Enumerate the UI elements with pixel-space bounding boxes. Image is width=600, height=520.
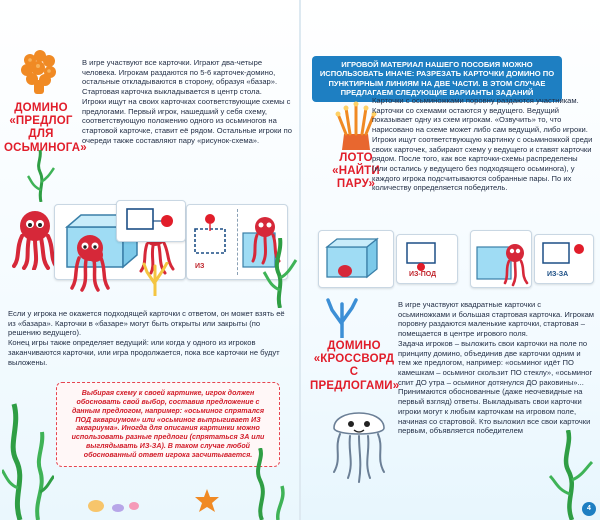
domino-title	[4, 102, 87, 155]
lotto-title-line-2: «НАЙТИ ПАРУ»	[332, 165, 380, 191]
crossword-paragraph-1: В игре участвуют квадратные карточки с осьминожками и большая стартовая карточка. Игрокам поровну раздаются маленькие карточки, стартовая – помещается в центре игрового поля.	[398, 300, 595, 339]
aquarium-icon	[319, 231, 393, 287]
title-line-2: «ПРЕДЛОГ ДЛЯ	[9, 115, 73, 141]
rules-paragraph-1: В игре участвуют все карточки. Играют два-четыре человека. Игрокам раздаются по 5-6 карточек-домино, остальные откладываются в сторону, образуя «базар». Стартовая карточка выкладывается в центр стола.	[82, 58, 278, 97]
crossword-title-line-3: С ПРЕДЛОГАМИ»	[310, 366, 400, 392]
page-number: 4	[582, 502, 596, 516]
title-line-3: ОСЬМИНОГА»	[4, 141, 87, 154]
lotto-card-octopus	[318, 230, 394, 288]
crossword-title	[310, 340, 398, 393]
schema-box-icon	[117, 201, 185, 241]
seaweed-icon	[2, 396, 54, 520]
lotto-label-2: ИЗ-ЗА	[547, 271, 569, 278]
seaweed-icon	[26, 150, 56, 202]
lotto-rules: Карточки с осьминожками поровну раздаются участникам. Карточки со схемами остаются у ведущего. Ведущий показывает одну из схем игрокам. «Озвучить» то, что нарисовано на схеме может либо сам ведущий, либо игроки. Игроки ищут соответствующую картинку с осьминожкой среди своих карточек, забирают схему у ведущего и ставят карточки рядом. После того, как все карточки-схемы распределены (или остались у ведущего без подходящего осьминога), у каждого игрока подсчитываются собранные пары. По их количеству определяется победитель.	[372, 96, 593, 193]
domino-note: Выбирая схему к своей картинке, игрок должен обосновать свой выбор, составив предложение с данным предлогом, например: «осьминог спрятался ПОД аквариумом» или «осьминог выпрыгивает ИЗ аквариума». Иногда для описания картинки можно использовать разные предлоги (спрятаться ЗА или выглядывать ИЗ-ЗА). В таком случае любой обоснованный ответ игрока засчитывается.	[56, 382, 280, 467]
domino-continuation	[8, 309, 292, 367]
lotto-card-schema-2	[534, 234, 594, 284]
lotto-cards	[316, 226, 596, 288]
coral-icon	[18, 48, 60, 96]
alternative-uses-banner: ИГРОВОЙ МАТЕРИАЛ НАШЕГО ПОСОБИЯ МОЖНО ИСПОЛЬЗОВАТЬ ИНАЧЕ: РАЗРЕЗАТЬ КАРТОЧКИ ДОМИНО ПО ПУНКТИРНЫМ ЛИНИЯМ НА ДВЕ ЧАСТИ. В ЭТОМ СЛУЧАЕ ПРЕДЛАГАЕМ СЛЕДУЮЩИЕ ВАРИАНТЫ ЗАДАНИЙ	[312, 56, 562, 102]
schema-box-icon	[397, 235, 457, 273]
continuation-paragraph-2: Конец игры также определяет ведущий: или когда у одного из игроков заканчиваются карточки, или игра продолжается, пока все карточки не будут выложены.	[8, 338, 280, 367]
page-gutter	[299, 0, 301, 520]
schema-box-icon	[535, 235, 593, 273]
lotto-card-schema-1	[396, 234, 458, 284]
continuation-paragraph-1: Если у игрока не окажется подходящей карточки с ответом, он может взять её из «базара». Карточки в «базаре» могут быть открыты или закрыты (по решению ведущего).	[8, 309, 285, 338]
octopus-small-icon	[70, 232, 110, 292]
cut-line	[237, 209, 238, 275]
shell-icon	[84, 494, 144, 514]
crossword-title-line-1: ДОМИНО	[327, 340, 381, 352]
schema-dots-icon	[191, 211, 235, 269]
starfish-icon	[194, 488, 220, 514]
coral-icon	[140, 262, 170, 296]
octopus-icon	[471, 231, 531, 287]
coral-icon	[322, 298, 362, 338]
seaweed-icon	[262, 238, 298, 308]
domino-rules	[82, 58, 292, 145]
card-label: ИЗ	[195, 263, 205, 270]
jellyfish-icon	[326, 398, 392, 484]
lotto-card-octopus-2	[470, 230, 532, 288]
crossword-rules	[398, 300, 594, 436]
title-line-1: ДОМИНО	[14, 102, 68, 114]
lotto-label-1: ИЗ-ПОД	[409, 271, 437, 278]
seaweed-icon	[242, 448, 292, 520]
octopus-icon	[12, 208, 58, 270]
lotto-title-line-1: ЛОТО	[339, 152, 373, 164]
crossword-title-line-2: «КРОССВОРД	[313, 353, 395, 366]
crossword-paragraph-2: Задача игроков – выложить свои карточки на поле по принципу домино, объединив две карточки одним и тем же предлогом, например: «осьминог идёт ПО камешкам – осьминог скользит ПО стеклу», «осьминог спит ДО утра – осьминог дотянулся ДО раковины»... Принимаются обоснованные (даже неочевидные на первый взгляд) ответы. Выкладывать свои карточки игроки могут к любым карточкам на игровом поле, начиная со стартовой. Кто выложил все свои карточки первым, объявляется победителем	[398, 338, 593, 436]
rules-paragraph-2: Игроки ищут на своих карточках соответствующие схемы с предлогами. Первый игрок, нашедший у себя схему, соответствующую положению одного из осьминогов на стартовой карточке, ставит её рядом. Остальные игроки по очереди также составляют пару «рисунок-схема».	[82, 96, 292, 145]
schema-card-top	[116, 200, 186, 242]
